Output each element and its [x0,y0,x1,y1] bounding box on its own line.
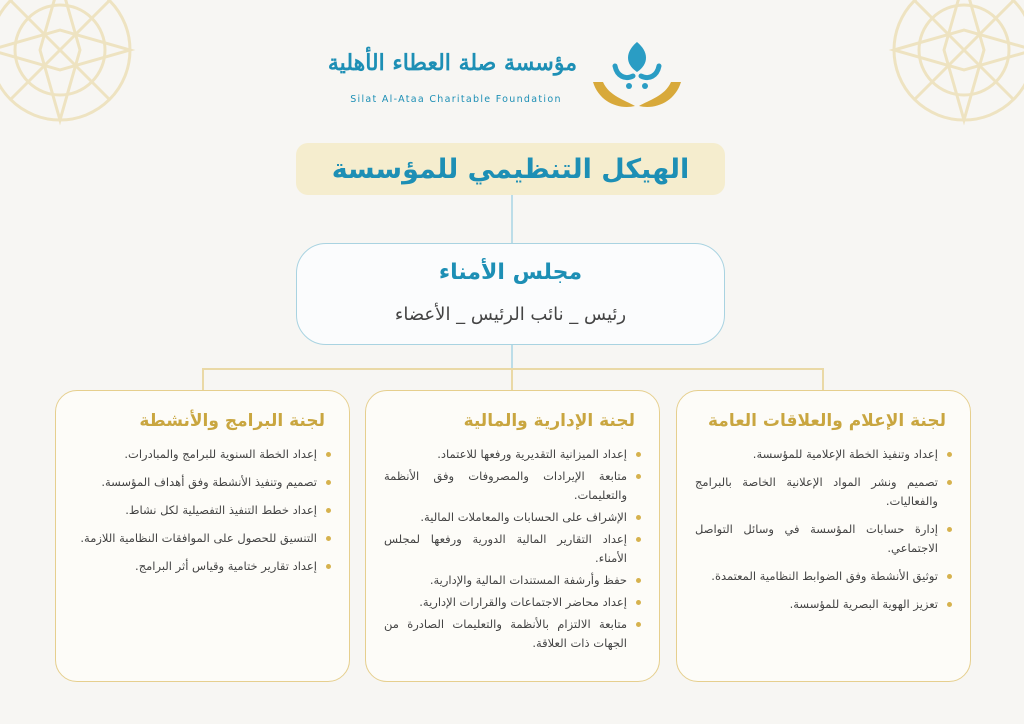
connector-board-down [511,345,513,369]
list-item: إعداد خطط التنفيذ التفصيلية لكل نشاط. [74,501,331,520]
corner-ornament-right [854,0,1024,180]
committee-admin-list [384,445,641,653]
chart-title-box [296,143,725,195]
page-title: الهيكل التنظيمي للمؤسسة [331,153,690,185]
list-item: تعزيز الهوية البصرية للمؤسسة. [695,595,952,614]
board-of-trustees-box [296,243,725,345]
committee-media-card [676,390,971,682]
board-title: مجلس الأمناء [438,260,583,285]
hands-holding-logo-icon [585,36,685,116]
foundation-logo [327,36,685,116]
logo-name-arabic: مؤسسة صلة العطاء الأهلية [327,50,577,76]
list-item: إدارة حسابات المؤسسة في وسائل التواصل الاجتماعي. [695,520,952,558]
bullet-icon [947,452,952,457]
connector-media [822,368,824,390]
committee-admin-title: لجنة الإدارية والمالية [463,411,635,431]
bullet-icon [636,622,641,627]
bullet-icon [947,527,952,532]
committee-media-list [695,445,952,614]
list-item: تصميم ونشر المواد الإعلانية الخاصة بالبرامج والفعاليات. [695,473,952,511]
committee-programs-title: لجنة البرامج والأنشطة [139,411,325,431]
committee-programs-card [55,390,350,682]
list-item: التنسيق للحصول على الموافقات النظامية اللازمة. [74,529,331,548]
bullet-icon [636,452,641,457]
connector-horizontal [202,368,824,370]
list-item: متابعة الالتزام بالأنظمة والتعليمات الصادرة من الجهات ذات العلاقة. [384,615,641,653]
list-item: متابعة الإيرادات والمصروفات وفق الأنظمة والتعليمات. [384,467,641,505]
bullet-icon [326,452,331,457]
bullet-icon [636,474,641,479]
bullet-icon [636,600,641,605]
corner-ornament-left [0,0,170,180]
list-item: تصميم وتنفيذ الأنشطة وفق أهداف المؤسسة. [74,473,331,492]
list-item: إعداد تقارير ختامية وقياس أثر البرامج. [74,557,331,576]
list-item: حفظ وأرشفة المستندات المالية والإدارية. [384,571,641,590]
bullet-icon [636,537,641,542]
bullet-icon [947,574,952,579]
board-members: رئيس _ نائب الرئيس _ الأعضاء [394,304,627,325]
committee-media-title: لجنة الإعلام والعلاقات العامة [707,411,946,431]
bullet-icon [947,480,952,485]
list-item: إعداد وتنفيذ الخطة الإعلامية للمؤسسة. [695,445,952,464]
bullet-icon [326,480,331,485]
bullet-icon [326,508,331,513]
committee-programs-list [74,445,331,576]
committee-admin-card [365,390,660,682]
bullet-icon [947,602,952,607]
bullet-icon [326,564,331,569]
bullet-icon [326,536,331,541]
connector-programs [202,368,204,390]
logo-name-english: Silat Al-Ataa Charitable Foundation [350,94,562,105]
list-item: إعداد الميزانية التقديرية ورفعها للاعتماد. [384,445,641,464]
bullet-icon [636,578,641,583]
connector-admin [511,368,513,390]
list-item: توثيق الأنشطة وفق الضوابط النظامية المعتمدة. [695,567,952,586]
list-item: الإشراف على الحسابات والمعاملات المالية. [384,508,641,527]
bullet-icon [636,515,641,520]
connector-title-board [511,195,513,243]
list-item: إعداد التقارير المالية الدورية ورفعها لمجلس الأمناء. [384,530,641,568]
list-item: إعداد محاضر الاجتماعات والقرارات الإدارية. [384,593,641,612]
list-item: إعداد الخطة السنوية للبرامج والمبادرات. [74,445,331,464]
